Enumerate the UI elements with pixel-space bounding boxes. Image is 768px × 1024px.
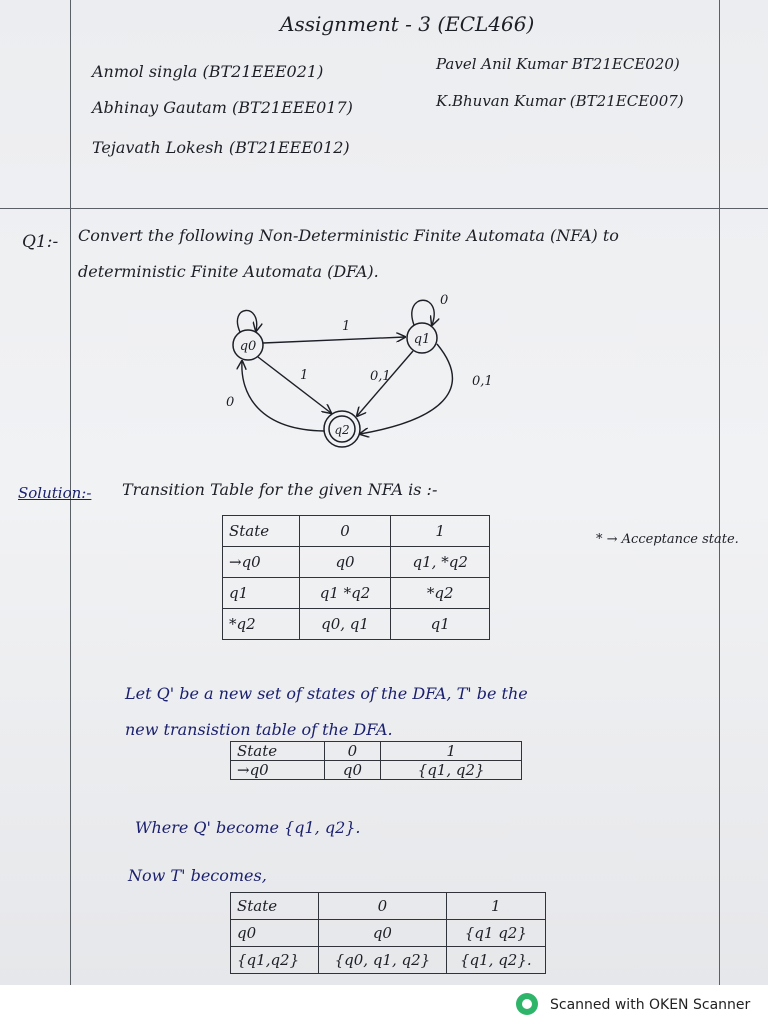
question-line-1: Convert the following Non-Deterministic Finite Automata (NFA) to: [78, 226, 619, 245]
table-row: [231, 761, 522, 780]
table-cell: q0: [231, 920, 319, 947]
transition-table-title: Transition Table for the given NFA is :-: [122, 480, 438, 499]
table-cell: q0, q1: [299, 609, 391, 640]
table-cell: {q1 q2}: [446, 920, 545, 947]
table-row: [231, 947, 546, 974]
acceptance-legend: * → Acceptance state.: [596, 532, 739, 547]
state-q1: [407, 323, 437, 353]
author-4: K.Bhuvan Kumar (BT21ECE007): [436, 92, 684, 110]
table-cell: →q0: [231, 761, 325, 780]
table-cell: *q2: [223, 609, 300, 640]
edge-label-q1-self: 0: [440, 293, 449, 308]
author-5: Tejavath Lokesh (BT21EEE012): [92, 138, 350, 157]
edge-q2-q1: [360, 344, 452, 434]
table-row: [223, 578, 490, 609]
edge-q0-self-loop: [237, 310, 256, 332]
table-cell: q0: [299, 547, 391, 578]
now-line: Now T' becomes,: [128, 866, 267, 885]
edge-q2-q0: [242, 361, 324, 431]
table-header-cell: 0: [324, 742, 381, 761]
state-q0-label: q0: [239, 339, 257, 354]
question-label: Q1:-: [22, 232, 59, 252]
dfa-table-final: [230, 892, 546, 974]
table-header-cell: 0: [319, 893, 446, 920]
edge-label-q2-q1: 0,1: [472, 374, 493, 389]
solution-label: Solution:-: [18, 484, 92, 502]
table-cell: q1: [391, 609, 490, 640]
scanner-footer: [0, 985, 768, 1024]
header-divider: [0, 208, 768, 209]
edge-q1-self-loop: [412, 300, 434, 325]
scanner-watermark-text: Scanned with OKEN Scanner: [550, 997, 751, 1013]
margin-line-right: [719, 0, 720, 985]
intro-line-2: new transistion table of the DFA.: [125, 720, 393, 739]
edge-label-q2-q0: 0: [226, 395, 235, 410]
edge-q0-q2: [258, 357, 331, 413]
state-q0: [233, 330, 263, 360]
table-row: [223, 609, 490, 640]
table-header-cell: State: [231, 893, 319, 920]
question-line-2: deterministic Finite Automata (DFA).: [78, 262, 379, 281]
table-header-row: [231, 893, 546, 920]
assignment-title: Assignment - 3 (ECL466): [280, 12, 535, 36]
table-cell: q1, *q2: [391, 547, 490, 578]
scanner-logo-icon: [516, 993, 538, 1015]
table-row: [223, 547, 490, 578]
table-cell: q0: [324, 761, 381, 780]
nfa-diagram: [200, 280, 520, 460]
table-cell: →q0: [223, 547, 300, 578]
table-header-row: [231, 742, 522, 761]
table-header-cell: 1: [381, 742, 522, 761]
table-row: [231, 920, 546, 947]
table-header-cell: State: [223, 516, 300, 547]
state-q2-label: q2: [334, 423, 350, 437]
table-cell: {q1, q2}.: [446, 947, 545, 974]
table-header-cell: 1: [391, 516, 490, 547]
state-q1-label: q1: [413, 332, 431, 347]
edge-label-q0-q2: 1: [300, 368, 309, 383]
table-cell: *q2: [391, 578, 490, 609]
table-cell: {q0, q1, q2}: [319, 947, 446, 974]
table-cell: {q1,q2}: [231, 947, 319, 974]
table-cell: q1: [223, 578, 300, 609]
edge-label-q1-q2: 0,1: [370, 369, 391, 384]
author-2: Pavel Anil Kumar BT21ECE020): [436, 55, 680, 73]
author-3: Abhinay Gautam (BT21EEE017): [92, 98, 353, 117]
table-cell: q0: [319, 920, 446, 947]
where-line: Where Q' become {q1, q2}.: [135, 818, 361, 837]
table-cell: q1 *q2: [299, 578, 391, 609]
table-cell: {q1, q2}: [381, 761, 522, 780]
author-1: Anmol singla (BT21EEE021): [92, 62, 324, 81]
table-header-row: [223, 516, 490, 547]
table-header-cell: 0: [299, 516, 391, 547]
table-header-cell: State: [231, 742, 325, 761]
dfa-table-initial: [230, 741, 522, 780]
state-q2-accepting: [324, 411, 360, 447]
edge-q0-q1: [263, 337, 405, 343]
intro-line-1: Let Q' be a new set of states of the DFA, T' be the: [125, 684, 528, 703]
table-header-cell: 1: [446, 893, 545, 920]
nfa-transition-table: [222, 515, 490, 640]
edge-label-q0-q1: 1: [342, 319, 351, 334]
